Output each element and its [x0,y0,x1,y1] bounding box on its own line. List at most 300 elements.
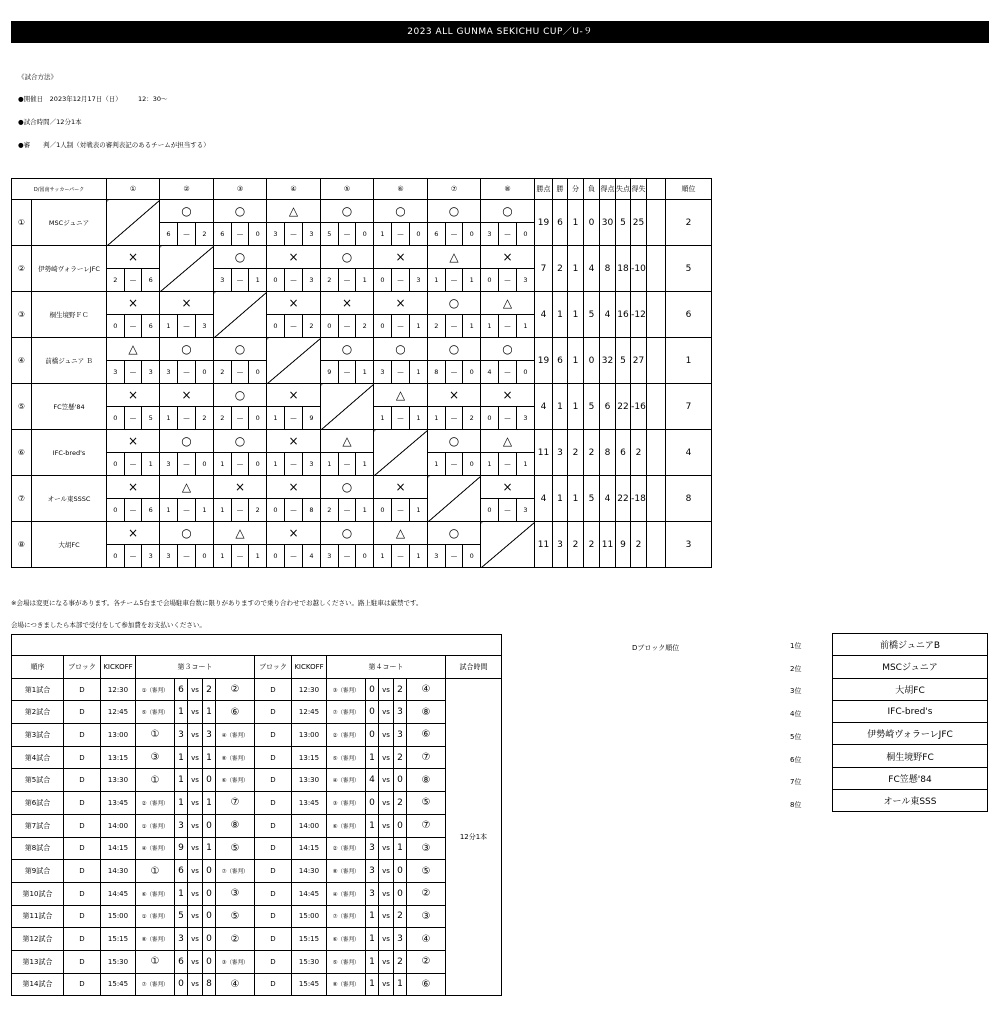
away-team: ② [216,678,255,701]
result-cell [214,384,267,430]
home-team: ①（審判） [136,905,175,928]
vs-label: vs [188,860,203,883]
result-cell [267,246,321,292]
score-against: 1 [248,269,266,291]
method-heading: 《試合方法》 [18,73,57,81]
stat-gf: 8 [600,430,616,476]
team-name: 大胡FC [32,522,107,568]
score-dash: — [445,223,463,245]
kickoff-time: 13:15 [101,746,136,769]
score-for: 2 [220,414,225,422]
stat-extra [647,338,666,384]
schedule-top-row [12,635,502,656]
score-for: 5 [327,230,332,238]
score-dash: — [124,545,142,567]
match-order: 第8試合 [12,837,64,860]
away-team: ⑧ [216,814,255,837]
result-score [481,268,534,291]
schedule-table [11,634,502,996]
away-score: 1 [203,701,216,724]
score-dash: — [498,269,516,291]
stat-d: 1 [568,246,584,292]
score-against: 1 [516,453,534,475]
stat-gd: -10 [631,246,647,292]
score-against: 0 [248,361,266,383]
stat-l: 0 [584,200,600,246]
team-name: IFC-bred's [32,430,107,476]
away-score: 0 [203,814,216,837]
team-number: ⑦ [12,476,32,522]
result-score [214,268,266,291]
result-mark: ○ [181,342,192,356]
result-mark: ○ [341,526,353,540]
home-score: 3 [366,860,379,883]
score-for: 0 [380,276,385,284]
result-cell [107,522,160,568]
score-for: 1 [166,322,171,330]
score-for: 3 [220,276,225,284]
result-mark: △ [395,388,406,402]
stat-extra [647,476,666,522]
rank-position: 7位 [790,778,802,787]
score-for: 9 [327,368,332,376]
away-team: ② [216,928,255,951]
result-cell [267,384,321,430]
score-against: 0 [248,223,266,245]
result-score [428,268,480,291]
away-score: 0 [203,769,216,792]
score-dash: — [177,361,195,383]
vs-label: vs [188,882,203,905]
stat-gd: 2 [631,430,647,476]
result-mark: △ [235,526,245,540]
result-score [481,452,534,475]
result-score [321,498,373,521]
ranking-row [833,700,988,722]
stat-rank: 3 [666,522,712,568]
result-mark: × [502,388,513,402]
away-team: ⑥ [407,973,446,996]
opponent-header: ⑥ [374,179,428,200]
match-order: 第11試合 [12,905,64,928]
stat-l: 4 [584,246,600,292]
self-match-cell [321,384,374,430]
ranked-team: 前橋ジュニアB [833,634,988,656]
result-score [428,360,480,383]
score-dash: — [177,545,195,567]
result-score [321,360,373,383]
score-for: 2 [327,506,332,514]
result-mark: × [127,434,139,448]
stat-rank: 8 [666,476,712,522]
score-dash: — [177,315,195,337]
ranked-team: 伊勢崎ヴォラーレJFC [833,723,988,745]
vs-label: vs [379,746,394,769]
result-score [214,452,266,475]
away-score: 2 [394,746,407,769]
kickoff-time: 14:00 [292,814,327,837]
score-dash: — [124,453,142,475]
ranked-team: 桐生境野FC [833,745,988,767]
match-order: 第14試合 [12,973,64,996]
block-cell: D [64,950,101,973]
stat-gf: 4 [600,292,616,338]
team-row [12,476,712,522]
away-score: 2 [394,678,407,701]
match-row [12,769,502,792]
vs-label: vs [379,950,394,973]
score-dash: — [124,315,142,337]
result-mark: ○ [395,342,406,356]
result-mark: × [448,388,460,402]
kickoff-time: 14:45 [101,882,136,905]
block-cell: D [64,792,101,815]
stat-ga: 5 [616,338,631,384]
score-against: 1 [462,315,480,337]
match-order: 第1試合 [12,678,64,701]
score-dash: — [498,499,516,521]
score-dash: — [498,453,516,475]
result-score [374,314,427,337]
result-score [481,314,534,337]
opponent-header: ⑧ [481,179,535,200]
result-score [107,314,159,337]
score-dash: — [498,361,516,383]
score-against: 1 [462,269,480,291]
ranked-team: FC笠懸'84 [833,767,988,789]
score-against: 1 [355,269,373,291]
score-for: 2 [434,322,439,330]
result-cell [267,476,321,522]
block-cell: D [255,769,292,792]
result-cell [481,200,535,246]
stat-gd: 27 [631,338,647,384]
stat-l: 2 [584,430,600,476]
team-row [12,384,712,430]
score-dash: — [391,545,409,567]
match-order: 第6試合 [12,792,64,815]
result-cell [481,430,535,476]
opponent-header: ⑤ [321,179,374,200]
score-against: 0 [248,453,266,475]
result-mark: ○ [341,342,353,356]
result-cell [160,200,214,246]
block-cell: D [255,701,292,724]
stat-header: 順位 [666,179,712,200]
away-score: 1 [394,837,407,860]
home-score: 1 [366,814,379,837]
result-mark: ○ [234,342,246,356]
result-score [160,360,213,383]
ranking-table [832,633,988,812]
score-dash: — [231,223,249,245]
home-score: 1 [366,950,379,973]
team-number: ③ [12,292,32,338]
block-cell: D [64,769,101,792]
stat-w: 1 [553,476,568,522]
team-row [12,246,712,292]
result-score [267,268,320,291]
score-for: 3 [113,368,118,376]
away-team: ③ [216,882,255,905]
score-for: 0 [113,506,118,514]
match-order: 第10試合 [12,882,64,905]
kickoff-time: 15:15 [101,928,136,951]
result-score [374,498,427,521]
block-cell: D [255,928,292,951]
home-score: 1 [366,746,379,769]
stat-w: 1 [553,384,568,430]
vs-label: vs [379,837,394,860]
score-dash: — [338,545,356,567]
away-score: 0 [203,928,216,951]
result-cell [321,476,374,522]
score-against: 3 [302,269,320,291]
match-row [12,905,502,928]
stat-gd: -12 [631,292,647,338]
team-row [12,522,712,568]
result-cell [214,430,267,476]
match-order: 第3試合 [12,724,64,747]
score-against: 2 [195,223,213,245]
home-team: ① [136,950,175,973]
away-score: 0 [394,769,407,792]
stat-header: 勝 [553,179,568,200]
stat-gf: 8 [600,246,616,292]
result-cell [428,522,481,568]
kickoff-time: 15:00 [292,905,327,928]
result-cell [481,384,535,430]
kickoff-time: 14:30 [292,860,327,883]
team-number: ⑤ [12,384,32,430]
team-row [12,200,712,246]
kickoff-time: 15:45 [101,973,136,996]
home-team: ③ [136,746,175,769]
score-dash: — [284,269,302,291]
vs-label: vs [379,792,394,815]
stat-rank: 5 [666,246,712,292]
match-order: 第7試合 [12,814,64,837]
result-cell [107,476,160,522]
home-score: 4 [366,769,379,792]
home-team: ⑧（審判） [327,973,366,996]
vs-label: vs [188,746,203,769]
ranking-row [833,723,988,745]
schedule-header-row [12,656,502,679]
score-against: 2 [462,407,480,429]
match-row [12,746,502,769]
home-score: 9 [175,837,188,860]
result-cell [481,292,535,338]
score-for: 3 [434,552,439,560]
stat-d: 1 [568,200,584,246]
match-row [12,882,502,905]
result-cell [107,292,160,338]
stat-extra [647,246,666,292]
score-against: 1 [355,499,373,521]
score-for: 1 [220,460,225,468]
away-team: ⑥（審判） [216,769,255,792]
vs-label: vs [379,724,394,747]
result-score [107,544,159,567]
stat-pts: 4 [535,384,553,430]
standings-table [11,178,712,568]
result-cell [107,338,160,384]
result-cell [214,476,267,522]
result-cell [374,384,428,430]
score-for: 0 [327,322,332,330]
result-score [107,406,159,429]
result-cell [160,338,214,384]
block-cell: D [255,973,292,996]
home-score: 1 [175,882,188,905]
kickoff-time: 15:15 [292,928,327,951]
result-mark: ○ [395,204,406,218]
block-cell: D [64,724,101,747]
venue-note: ※会場は変更になる事があります。各チーム5台まで会場駐車台数に限りがありますので乗り合わせでお越しください。路上駐車は厳禁です。 [11,599,423,607]
schedule-header-kickoff: KICKOFF [101,656,136,679]
home-team: ②（審判） [327,724,366,747]
home-team: ①（審判） [136,814,175,837]
result-mark: × [288,526,299,540]
score-dash: — [445,361,463,383]
score-for: 1 [327,460,332,468]
result-mark: △ [181,480,192,494]
ranking-heading: Dブロック順位 [632,644,680,652]
home-score: 1 [175,746,188,769]
result-score [160,498,213,521]
result-score [374,222,427,245]
score-against: 5 [141,407,159,429]
away-team: ③ [407,837,446,860]
result-mark: × [127,480,139,494]
result-mark: × [341,296,353,310]
vs-label: vs [188,973,203,996]
ranked-team: オール東SSS [833,790,988,812]
home-score: 1 [366,905,379,928]
vs-label: vs [188,950,203,973]
away-team: ⑦ [216,792,255,815]
stat-extra [647,384,666,430]
result-score [374,268,427,291]
result-cell [107,430,160,476]
block-cell: D [255,792,292,815]
stat-gf: 32 [600,338,616,384]
kickoff-time: 14:15 [101,837,136,860]
match-row [12,928,502,951]
result-score [214,360,266,383]
home-team: ③（審判） [327,678,366,701]
rank-position: 3位 [790,687,802,696]
score-against: 3 [302,223,320,245]
home-team: ⑤（審判） [327,746,366,769]
result-cell [267,522,321,568]
away-score: 1 [203,792,216,815]
block-cell: D [255,860,292,883]
score-for: 1 [434,276,439,284]
away-score: 1 [203,746,216,769]
kickoff-time: 15:45 [292,973,327,996]
block-cell: D [255,746,292,769]
match-order: 第2試合 [12,701,64,724]
stat-header: 分 [568,179,584,200]
ranking-row [833,790,988,812]
stat-d: 1 [568,476,584,522]
score-against: 3 [302,453,320,475]
team-row [12,430,712,476]
result-cell [107,246,160,292]
result-mark: × [127,250,139,264]
block-cell: D [64,928,101,951]
away-team: ⑥ [216,701,255,724]
team-name: 桐生境野ＦＣ [32,292,107,338]
vs-label: vs [379,769,394,792]
away-team: ⑤ [216,837,255,860]
result-mark: ○ [181,434,192,448]
score-dash: — [445,407,463,429]
score-against: 2 [248,499,266,521]
result-cell [428,338,481,384]
block-cell: D [64,678,101,701]
score-for: 1 [166,414,171,422]
result-score [267,406,320,429]
stat-w: 2 [553,246,568,292]
result-mark: △ [342,434,352,448]
kickoff-time: 14:15 [292,837,327,860]
away-team: ⑧ [407,769,446,792]
away-team: ② [407,882,446,905]
team-row [12,338,712,384]
result-score [374,360,427,383]
score-for: 1 [434,414,439,422]
score-dash: — [445,269,463,291]
result-mark: ○ [234,250,246,264]
opponent-header: ⑦ [428,179,481,200]
stat-l: 5 [584,384,600,430]
self-match-cell [107,200,160,246]
result-mark: △ [288,204,299,218]
home-score: 1 [175,792,188,815]
result-cell [160,430,214,476]
result-score [267,222,320,245]
score-for: 3 [273,230,278,238]
score-dash: — [498,407,516,429]
score-against: 3 [195,315,213,337]
away-team: ④ [216,973,255,996]
away-score: 2 [394,950,407,973]
score-dash: — [338,315,356,337]
stat-gf: 4 [600,476,616,522]
vs-label: vs [379,678,394,701]
away-team: ② [407,950,446,973]
home-score: 5 [175,905,188,928]
rank-position: 5位 [790,732,802,741]
home-score: 0 [366,792,379,815]
match-order: 第12試合 [12,928,64,951]
kickoff-time: 15:30 [101,950,136,973]
away-team: ④ [407,678,446,701]
home-score: 0 [366,701,379,724]
away-team: ③ [407,905,446,928]
away-score: 0 [203,950,216,973]
rank-position: 2位 [790,664,802,673]
away-score: 2 [394,905,407,928]
date-line: ●開催日 2023年12月17日（日） 12：30～ [18,95,168,103]
match-row [12,814,502,837]
score-dash: — [124,499,142,521]
self-match-cell [267,338,321,384]
result-score [107,452,159,475]
